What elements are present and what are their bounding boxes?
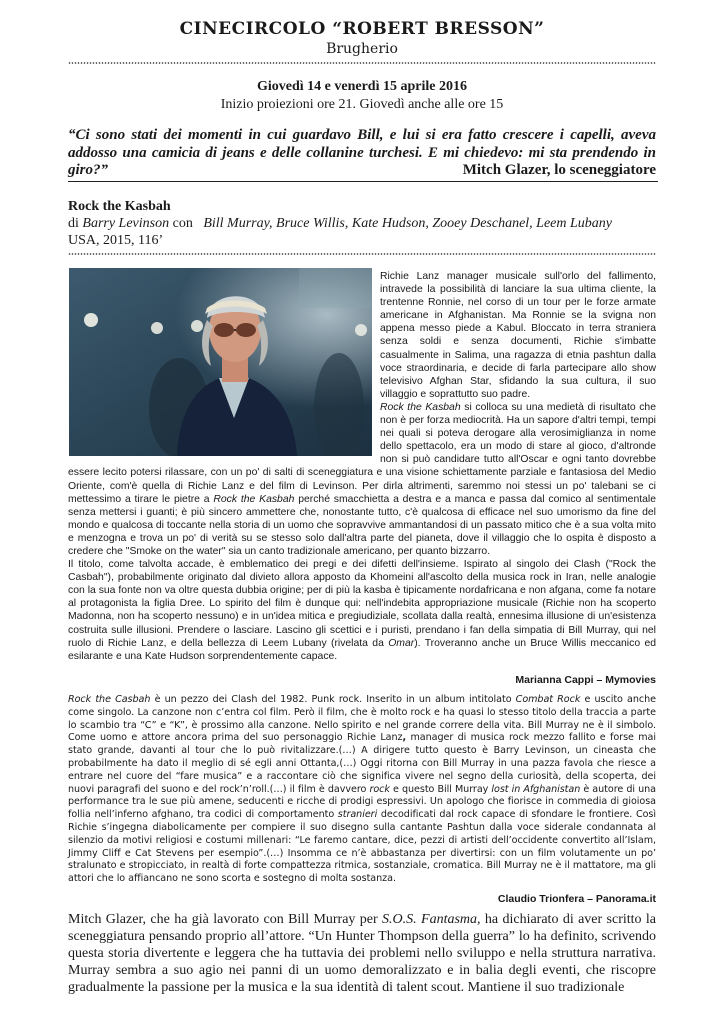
review2-emphasis: stranieri (337, 809, 378, 821)
review1-paragraph-1: Richie Lanz manager musicale sull'orlo del fallimento, intravede la possibilità di lanciare la sua ultima cliente, la trentenne Ronnie, nel corso di un tour per le forze armate americane in Afghanistan. Ma Ronnie se la svigna non appena messo piede a Kabul. Bloccato in terra straniera senza soldi e senza documenti, Richie s'imbatte casualmente in Salima, una ragazza di etnia pashtun dalla voce straordinaria, e decide di farla partecipare allo show televisivo Afghan Star, sfidando la sua cultura, il suo villaggio e soprattutto suo padre. (380, 271, 656, 400)
film-title-ref: S.O.S. Fantasma (382, 912, 478, 927)
director-prefix: di (68, 216, 83, 231)
review-panorama (68, 694, 656, 886)
review2-text: è autore di una performance tra le sue più amene, seducenti e ricche di prodigi espressivi. Un apologo che fiorisce in commedia di gioiosa follia nell’inferno afghano, tra codici di comportamento (68, 783, 656, 821)
review2-text: e questo Bill Murray (389, 783, 492, 795)
review1-text: perché smacchietta a destra e a manca e passa dal comico al sentimentale senza mettersi i guanti; è più sincero ammettere che, nonostante tutto, c'è qualcosa di efficace nel suo umorismo da fine del mondo e qualcosa di toccante nella storia di un uomo che sopravvive ammantandosi di un passato mitico che è a sua volta mito e menzogna e trova un po' di verità su se stesso solo dall'altra parte del pianeta, dove il villaggio che lo ospita è disposto a credere che "Smoke on the water" sia un canto tradizionale americano, per quanto bizzarro. (68, 493, 656, 557)
review1-text: ). Troveranno anche un Bruce Willis meccanico ed esilarante e una Kate Hudson sorprendentemente capace. (68, 637, 656, 662)
film-country-year-runtime: USA, 2015, 116’ (68, 233, 164, 248)
review1-credit: Marianna Cappi – Mymovies (515, 674, 656, 686)
photo-float-spacer (68, 270, 380, 466)
review1-text: Il titolo, come talvolta accade, è emblematico dei pregi e dei difetti dell'insieme. Ispirato al singolo dei Clash ("Rock the Casbah"), probabilmente originato dal divieto allora apposto da Khomeini all'ascolto della musica rock in Iran, nelle analogie con la sua fonte non va oltre questa dubbia origine; per di più la kasba è tipicamente nordafricana e non afgana, come fa notare al protagonista la figlia Dree. Lo spirito del film è dunque qui: nell'indebita appropriazione musicale (Richie non ha scoperto Madonna, non ha scoperto nessuno) e in un'idea mitica e pregiudiziale, scollata dalla realtà, ennesima illusione di un'esistenza costruita sulle illusioni. Prendere o lasciare. Lascino gli scettici e i puristi, prendano i fan della simpatia di Bill Murray, qui nel ruolo di Richie Lanz, e della bellezza di Leem Lubany (rivelata da (68, 559, 656, 649)
review2-text: decodificati dal rock capace di sfondare le frontiere. Così Richie s’ingegna diabolicamente per compiere il suo disegno sulla cantante Pashtun dalla voce siderale condannata al silenzio da motivi religiosi e costumi millenari: “Le faremo cantare, dice, pezzi di artisti dell’occidente convertito all’Islam, Jimmy Cliff e Cat Stevens per esempio”.(…) Insomma ce n’è abbastanza per divertirsi: con un film volutamente un po’ stralunato e stropicciato, in realtà di forte compattezza ritmica, sostanziale, cromatica. Bill Murray ne è il mattatore, ma gli attori che lo affiancano ne sono scorta e sostegno di molta sostanza. (68, 809, 656, 885)
review1-title-ref: Rock the Kasbah (213, 493, 295, 505)
schedule (0, 78, 724, 114)
review-mymovies (68, 270, 656, 663)
dotted-divider (68, 62, 656, 64)
review1-text: si colloca su una medietà di risultato che non è per forza mediocrità. Ha un sapore d'altri tempi, tempi nei quali si poteva derogare alla verosimiglianza in nome dello spettacolo, era un modo di stare al gioco, d'altronde non si può candidare tutto all'Oscar e ogni tanto dovrebbe essere lecito potersi rilassare, con un po' di salti di sceneggiatura e una visione schiettamente parziale e fantasiosa del Medio Oriente, com'è quella di Richie Lanz e del film di Levinson. Per dirla altrimenti, saremmo noi stessi un po' talebani se ci mettessimo a tirare le pietre a (68, 401, 656, 505)
film-info (68, 198, 668, 249)
review3-text: Mitch Glazer, che ha già lavorato con Bill Murray per (68, 912, 383, 927)
review2-text: è un pezzo dei Clash del 1982. Punk rock. Inserito in un album intitolato (150, 694, 516, 705)
song-title: Rock the Casbah (68, 694, 151, 705)
quote-underline (68, 181, 658, 182)
review-glazer (68, 911, 656, 996)
album-title: Combat Rock (515, 694, 581, 705)
film-credits (68, 215, 668, 232)
quote-author: Mitch Glazer, lo sceneggiatore (462, 162, 656, 178)
review2-paragraph (68, 694, 656, 886)
header (0, 18, 724, 58)
quote-text: “Ci sono stati dei momenti in cui guardavo Bill, e lui si era fatto crescere i capelli, aveva addosso una camicia di jeans e delle collanine turchesi. E mi chiedevo: mi sta prendendo in giro?” (68, 127, 656, 178)
review1-paragraph-3 (68, 558, 656, 663)
review3-text: , ha dichiarato di aver scritto la sceneggiatura pensando proprio all’attore. “Un Hunter Thompson della guerra” lo ha definito, scrivendo questa storia divertente e leggera che ha tuttavia dei problemi nello sviluppo e nella struttura narrativa. Murray sembra a suo agio nei panni di un uomo demoralizzato e in balia degli eventi, che riscopre gradualmente la passione per la musica e la sua identità di talent scout. Mantiene il suo tradizionale (68, 912, 656, 995)
film-director: Barry Levinson (82, 216, 170, 231)
film-title: Rock the Kasbah (68, 199, 171, 214)
review1-omar-ref: Omar (388, 637, 415, 649)
review2-comma: , (402, 732, 407, 744)
review2-credit: Claudio Trionfera – Panorama.it (497, 893, 656, 905)
film-cast: Bill Murray, Bruce Willis, Kate Hudson, Zooey Deschanel, Leem Lubany (203, 216, 613, 231)
review2-text: manager di musica rock mezzo fallito e forse mai stato grande, davanti al tour che lo può rivitalizzare.(…) A dirigere tutto questo è Barry Levinson, un cineasta che probabilmente ha dato il meglio di sé egli anni Ottanta,(…) Oggi ritorna con Bill Murray in una pazza favola che riesce a entrare nel cuore del “fare musica” e a raccontare ciò che significa vivere nel segno della curiosità, della scoperta, dei nuovi paragrafi del suono e del rock’n’roll.(…) il film è davvero (68, 732, 656, 795)
review2-text: e uscito anche come singolo. La canzone non c’entra col film. Però il film, che è molto rock e ha quasi lo stesso titolo della traccia a parte lo scambio tra “C” e “K”, è prossimo alla canzone. Nello spirito e nel grande correre della vita. Bill Murray ne è il simbolo. Come uomo e attore ancora prima del suo personaggio Richie Lanz (68, 694, 656, 744)
organization-title: CINECIRCOLO “ROBERT BRESSON” (179, 19, 545, 39)
review3-paragraph (68, 911, 656, 996)
screening-times: Inizio proiezioni ore 21. Giovedì anche alle ore 15 (220, 97, 504, 112)
review2-emphasis: rock (369, 783, 390, 795)
review1-title-ref: Rock the Kasbah (380, 401, 461, 413)
city-subtitle: Brugherio (326, 41, 398, 57)
dotted-divider (68, 253, 656, 255)
cast-prefix: con (169, 216, 204, 231)
review2-emphasis: lost in Afghanistan (491, 783, 581, 795)
pull-quote (68, 127, 656, 180)
screening-dates: Giovedì 14 e venerdì 15 aprile 2016 (257, 79, 467, 94)
